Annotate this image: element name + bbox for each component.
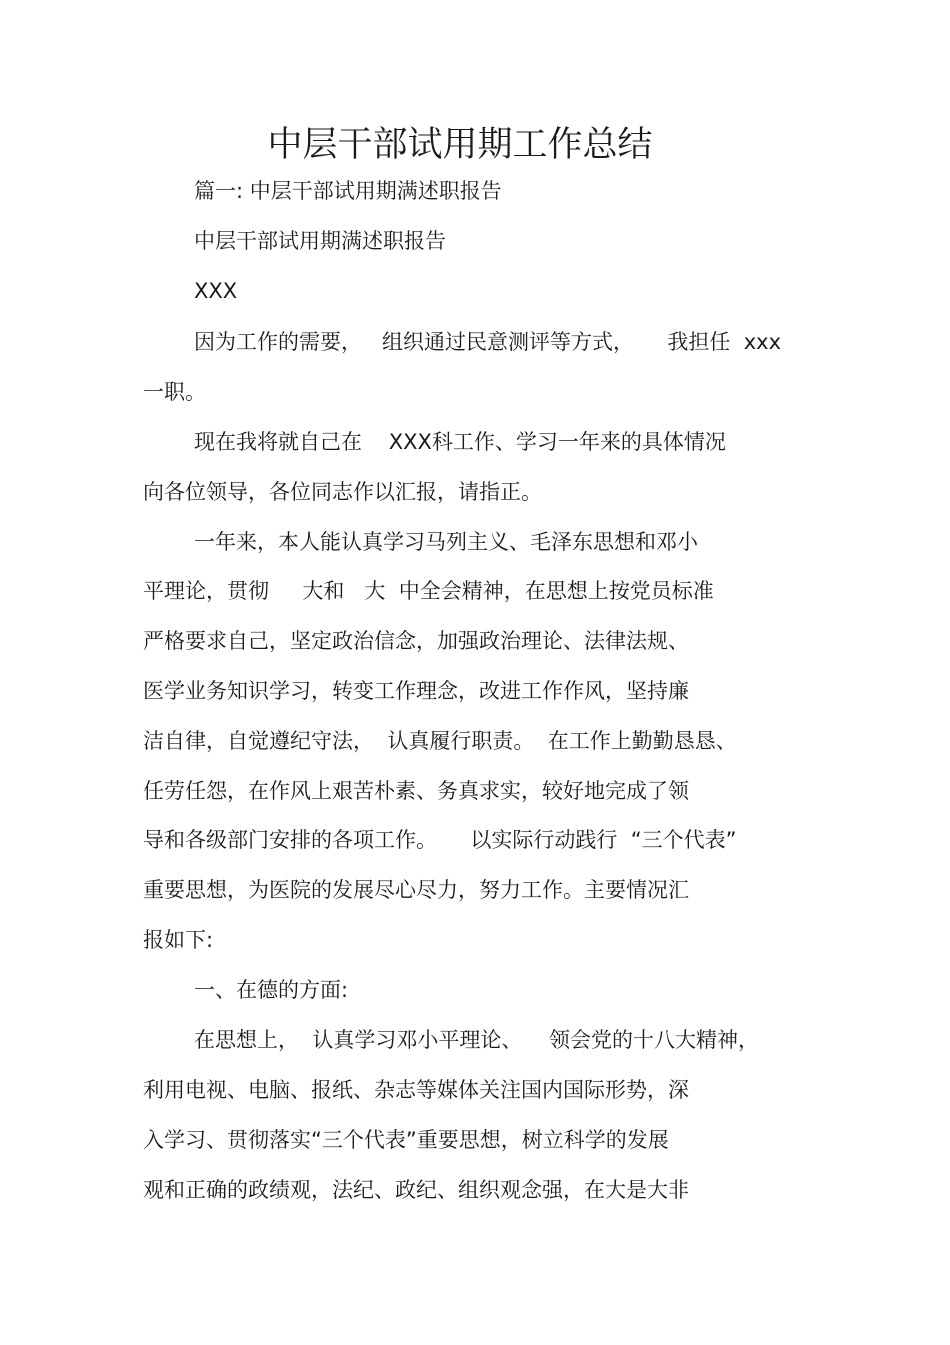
text-line-3: XXX [194, 279, 238, 303]
text-line-11: 医学业务知识学习，转变工作理念，改进工作作风，坚持廉 [143, 679, 689, 703]
text-line-2: 中层干部试用期满述职报告 [194, 229, 446, 253]
text-line-13: 任劳任怨，在作风上艰苦朴素、务真求实，较好地完成了领 [143, 779, 689, 803]
text-line-4: 因为工作的需要， 组织通过民意测评等方式， 我担任 xxx [194, 330, 782, 354]
text-line-19: 利用电视、电脑、报纸、杂志等媒体关注国内国际形势，深 [143, 1078, 689, 1102]
text-line-14: 导和各级部门安排的各项工作。 以实际行动践行 “三个代表” [143, 828, 737, 852]
text-line-16: 报如下: [143, 928, 214, 952]
text-line-12: 洁自律，自觉遵纪守法， 认真履行职责。 在工作上勤勤恳恳、 [143, 729, 737, 753]
text-line-9: 平理论，贯彻 大和 大 中全会精神，在思想上按党员标准 [143, 579, 714, 603]
text-line-17: 一、在德的方面: [194, 978, 349, 1002]
text-line-8: 一年来，本人能认真学习马列主义、毛泽东思想和邓小 [194, 530, 698, 554]
text-line-1: 篇一: 中层干部试用期满述职报告 [194, 179, 502, 203]
text-line-21: 观和正确的政绩观，法纪、政纪、组织观念强，在大是大非 [143, 1178, 689, 1202]
text-line-6: 现在我将就自己在 XXX科工作、学习一年来的具体情况 [194, 430, 726, 454]
text-line-20: 入学习、贯彻落实“三个代表”重要思想，树立科学的发展 [143, 1128, 669, 1152]
text-line-10: 严格要求自己，坚定政治信念，加强政治理论、法律法规、 [143, 629, 689, 653]
document-title: 中层干部试用期工作总结 [267, 125, 653, 165]
text-line-15: 重要思想，为医院的发展尽心尽力，努力工作。主要情况汇 [143, 878, 689, 902]
text-line-18: 在思想上， 认真学习邓小平理论、 领会党的十八大精神， [194, 1028, 760, 1052]
text-line-7: 向各位领导，各位同志作以汇报，请指正。 [143, 480, 542, 504]
text-line-5: 一职。 [143, 380, 206, 404]
